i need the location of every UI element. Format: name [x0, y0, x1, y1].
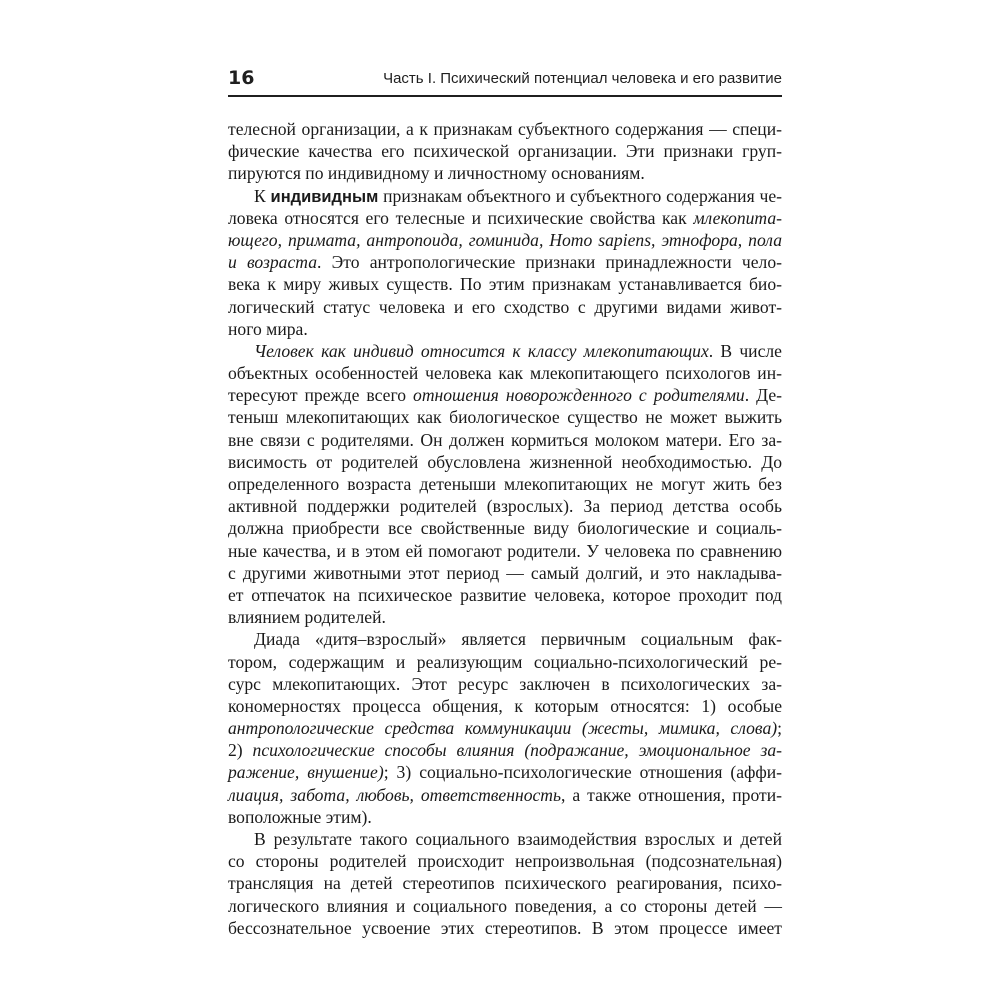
bold-term: индивидным: [270, 187, 379, 206]
page-number: 16: [228, 67, 255, 89]
text-line: В результате такого социального взаимодействия взрослых и детей: [254, 829, 782, 849]
text-line: К индивидным признакам объектного и субъектного содержания че-: [254, 185, 782, 206]
header-rule: [228, 95, 782, 97]
text-line: ет отпечаток на психическое развитие человека, которое проходит под: [228, 584, 782, 605]
running-title: Часть I. Психический потенциал человека и его развитие: [383, 70, 782, 87]
text-line: определенного возраста детеныши млекопитающих не могут жить без: [228, 474, 782, 494]
text-line: с другими животными этот период — самый долгий, и это накладыва-: [228, 562, 782, 583]
text-line: теныш млекопитающих как биологическое существо не может выжить: [228, 407, 782, 428]
text-line: Диада «дитя–взрослый» является первичным социальным фак-: [254, 629, 782, 650]
text-line: логического влияния и социального поведения, а со стороны детей —: [228, 895, 782, 916]
text-line: активной поддержки родителей (взрослых). За период детства особь: [228, 496, 782, 517]
text-line: телесной организации, а к признакам субъектного содержания — специ-: [228, 119, 782, 139]
page-header: [228, 66, 782, 94]
text-line: логический статус человека и его сходство с другими видами живот-: [228, 296, 782, 317]
text-line: 2) психологические способы влияния (подражание, эмоциональное за-: [228, 740, 782, 761]
text-line: тересуют прежде всего отношения новорожденного с родителями. Де-: [228, 385, 783, 406]
text-line: и возраста. Это антропологические признаки принадлежности чело-: [228, 252, 782, 273]
text-line: ловека относятся его телесные и психические свойства как млекопита-: [228, 207, 782, 228]
body-text: [228, 118, 782, 939]
text-line: вне связи с родителями. Он должен кормиться молоком матери. Его за-: [228, 429, 782, 450]
text-line: тором, содержащим и реализующим социально-психологический ре-: [228, 651, 782, 672]
text-line: бессознательное усвоение этих стереотипов. В этом процессе имеет: [228, 917, 782, 938]
text-line: антропологические средства коммуникации (жесты, мимика, слова);: [228, 718, 782, 739]
text-line: кономерностях процесса общения, к которым относятся: 1) особые: [228, 695, 782, 716]
text-line: фические качества его психической организации. Эти признаки груп-: [228, 141, 782, 162]
text-line: трансляция на детей стереотипов психического реагирования, психо-: [228, 873, 782, 894]
text-line: века к миру живых существ. По этим признакам устанавливается био-: [228, 274, 782, 295]
text-line: пируются по индивидному и личностному основаниям.: [228, 163, 645, 184]
text-line: Человек как индивид относится к классу млекопитающих. В числе: [254, 340, 782, 361]
text-line: ного мира.: [228, 318, 308, 339]
text-line: лиация, забота, любовь, ответственность, а также отношения, проти-: [228, 784, 782, 805]
text-line: воположные этим).: [228, 806, 372, 827]
text-line: со стороны родителей происходит непроизвольная (подсознательная): [228, 851, 782, 872]
text-line: висимость от родителей обусловлена жизненной необходимостью. До: [228, 451, 782, 472]
text-line: ющего, примата, антропоида, гоминида, Homo sapiens, этнофора, пола: [228, 229, 782, 250]
text-line: объектных особенностей человека как млекопитающего психологов ин-: [228, 363, 782, 384]
text-line: сурс млекопитающих. Этот ресурс заключен в психологических за-: [228, 673, 782, 694]
text-line: ражение, внушение); 3) социально-психологические отношения (аффи-: [228, 762, 783, 783]
text-line: ные качества, и в этом ей помогают родители. У человека по сравнению: [228, 540, 782, 561]
text-line: влиянием родителей.: [228, 607, 386, 628]
text-line: должна приобрести все свойственные виду биологические и социаль-: [228, 518, 782, 539]
